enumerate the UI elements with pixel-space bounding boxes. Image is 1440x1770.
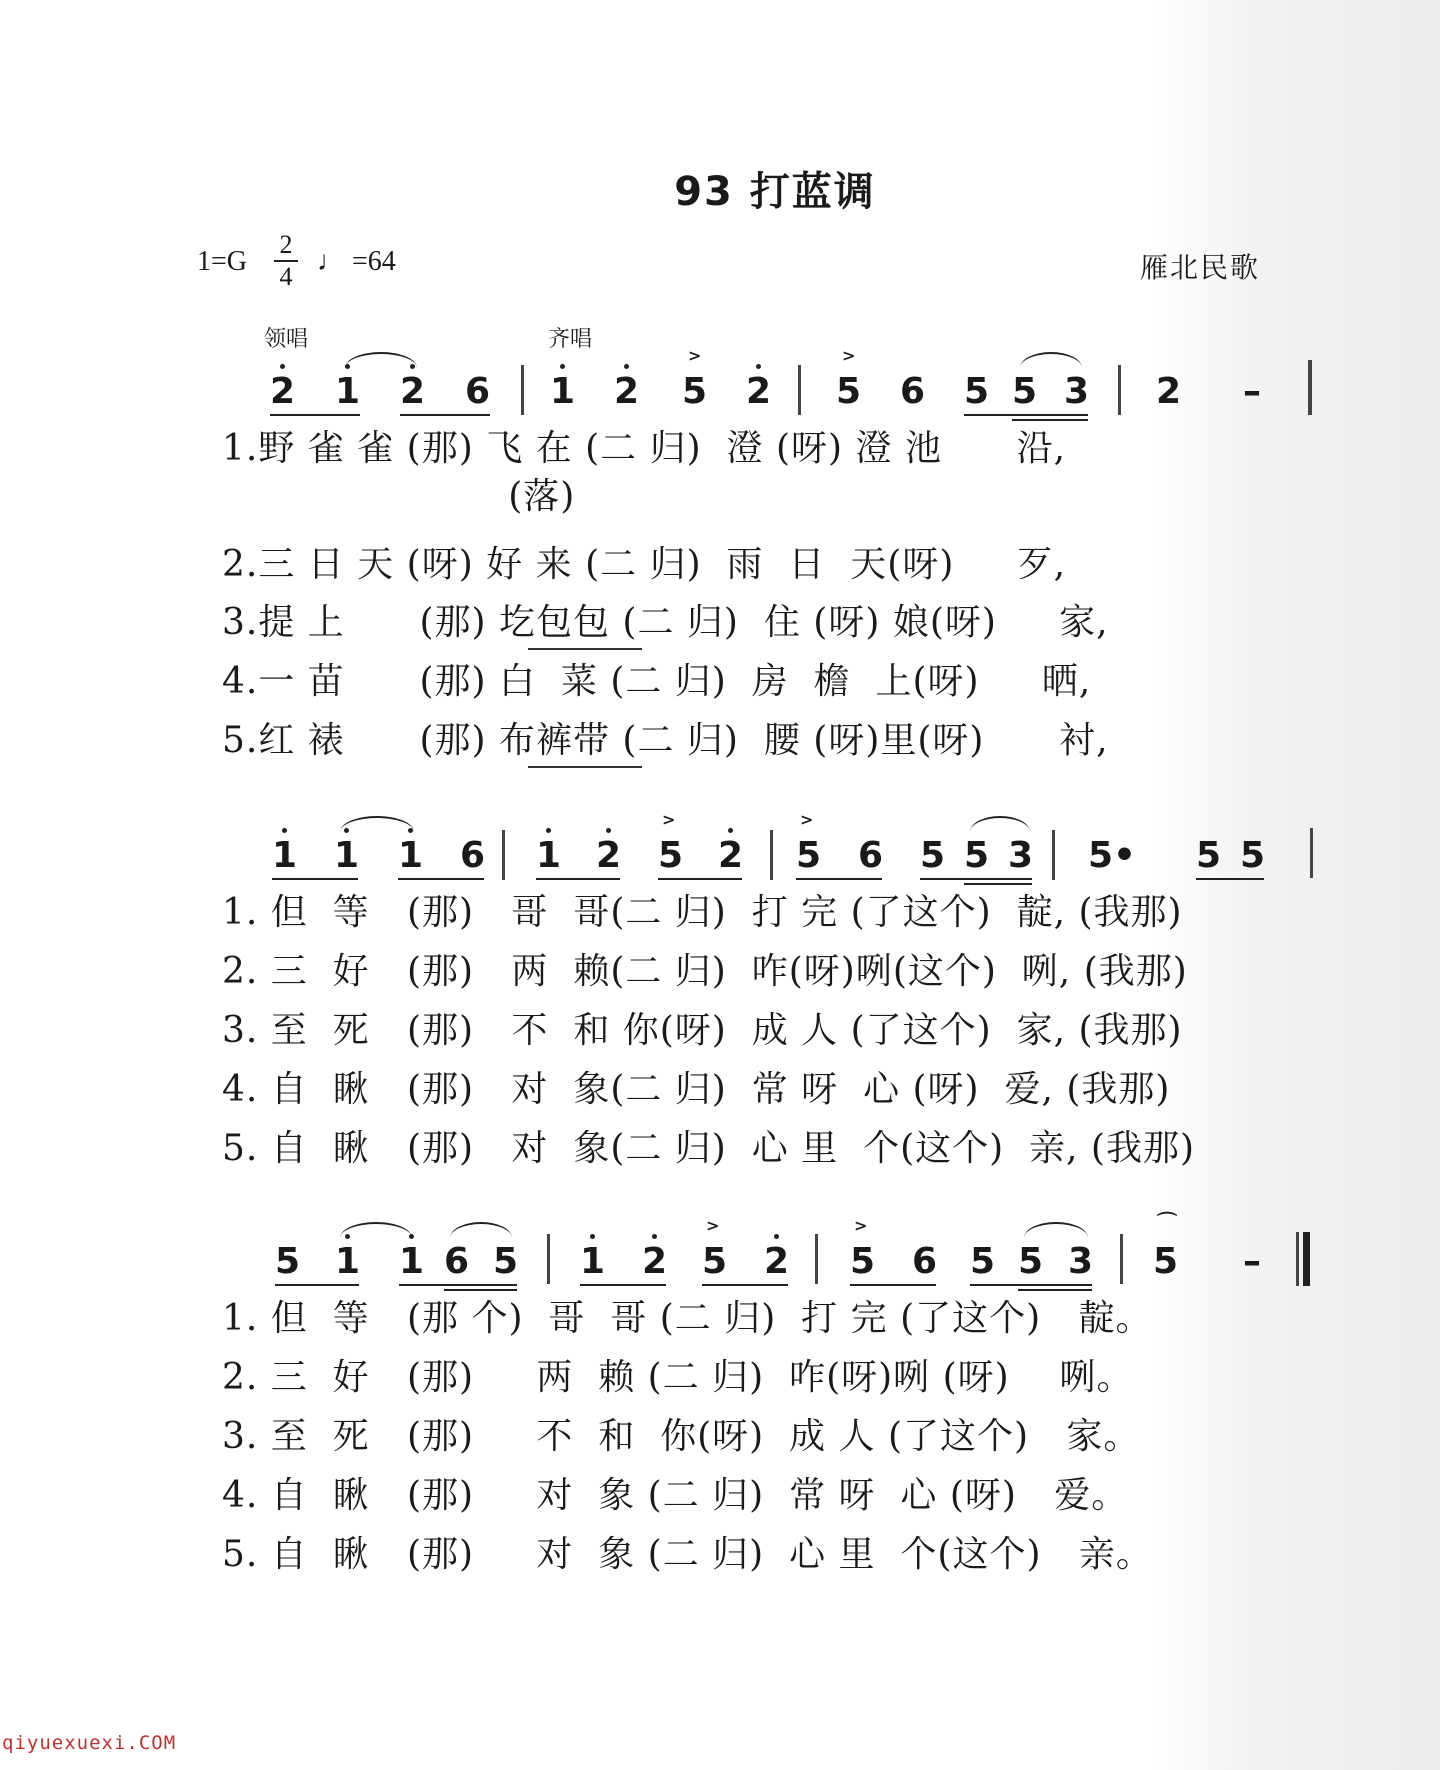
lyric-line: 4. 自 瞅 (那) 对 象(二 归) 常 呀 心 (呀) 爱, (我那) (222, 1069, 1171, 1110)
accent-mark: > (842, 346, 856, 365)
note: – (1243, 371, 1261, 412)
note: 2 (1156, 371, 1182, 412)
lyric-line: 4.一 苗 (那) 白 菜 (二 归) 房 檐 上(呀) 晒, (222, 661, 1092, 702)
beat-underline (272, 878, 358, 880)
slur (1024, 1222, 1088, 1238)
bar-line (521, 365, 524, 415)
watermark: qiyuexuexi.COM (2, 1732, 177, 1754)
lyric-underline (528, 766, 642, 768)
note: 5 (1018, 1241, 1044, 1282)
note: 5 (1012, 371, 1038, 412)
bar-line (502, 830, 505, 880)
slur (345, 352, 417, 368)
beat-underline (850, 1284, 936, 1286)
slur (1020, 352, 1082, 368)
note: 1 (335, 371, 361, 412)
note: 6 (900, 371, 926, 412)
octave-dot (652, 1234, 657, 1239)
lyric-line: 1.野 雀 雀 (那) 飞 在 (二 归) 澄 (呀) 澄 池 沿, (222, 428, 1067, 469)
note: 5 (964, 835, 990, 876)
octave-dot (606, 828, 611, 833)
time-top: 2 (274, 230, 298, 262)
note: 5 (836, 371, 862, 412)
bar-line (1308, 360, 1312, 415)
octave-dot (546, 828, 551, 833)
cue-chorus: 齐唱 (548, 327, 593, 352)
lyric-line: 5.红 裱 (那) 布裤带 (二 归) 腰 (呀)里(呀) 衬, (222, 720, 1109, 761)
lyric-line: 2. 三 好 (那) 两 赖 (二 归) 咋(呀)咧 (呀) 咧。 (222, 1357, 1134, 1398)
note: 5 (682, 371, 708, 412)
note: 5• (1088, 835, 1137, 876)
note: 5 (970, 1241, 996, 1282)
beat-underline (796, 878, 882, 880)
bar-line (1310, 828, 1313, 878)
note: 2 (642, 1241, 668, 1282)
note: 5 (850, 1241, 876, 1282)
note: 1 (398, 835, 424, 876)
lyric-line: 1. 但 等 (那) 哥 哥(二 归) 打 完 (了这个) 靛, (我那) (222, 892, 1183, 933)
octave-dot (774, 1234, 779, 1239)
beat-underline (920, 878, 1032, 880)
octave-dot (560, 364, 565, 369)
lyric-line: 3.提 上 (那) 圪包包 (二 归) 住 (呀) 娘(呀) 家, (222, 602, 1109, 643)
tempo-marking: ♩ =64 (317, 246, 396, 277)
note: 2 (614, 371, 640, 412)
beat-underline (658, 878, 742, 880)
lyric-line: 5. 自 瞅 (那) 对 象 (二 归) 心 里 个(这个) 亲。 (222, 1534, 1153, 1575)
note: 5 (964, 371, 990, 412)
lyric-line: 5. 自 瞅 (那) 对 象(二 归) 心 里 个(这个) 亲, (我那) (222, 1128, 1196, 1169)
octave-dot (756, 364, 761, 369)
note: 5 (796, 835, 822, 876)
beat-underline (964, 883, 1032, 885)
slur (970, 816, 1030, 832)
note: 6 (912, 1241, 938, 1282)
octave-dot (280, 364, 285, 369)
octave-dot (728, 828, 733, 833)
accent-mark: > (662, 810, 676, 829)
slur (340, 816, 414, 832)
note: 3 (1008, 835, 1034, 876)
note: 6 (460, 835, 486, 876)
bar-line (547, 1234, 550, 1284)
note: 2 (270, 371, 296, 412)
note: 5 (920, 835, 946, 876)
bar-line (770, 830, 773, 880)
note: 5 (275, 1241, 301, 1282)
cue-lead: 领唱 (264, 327, 309, 352)
accent-mark: > (800, 810, 814, 829)
note: 3 (1068, 1241, 1094, 1282)
key-signature: 1=G (197, 246, 248, 277)
octave-dot (590, 1234, 595, 1239)
note: 1 (399, 1241, 425, 1282)
lyric-line: 2. 三 好 (那) 两 赖(二 归) 咋(呀)咧(这个) 咧, (我那) (222, 951, 1188, 992)
note: 5 (658, 835, 684, 876)
beat-underline (970, 1284, 1092, 1286)
slur (450, 1222, 512, 1238)
note: 1 (536, 835, 562, 876)
beat-underline (399, 1284, 517, 1286)
accent-mark: > (706, 1216, 720, 1235)
final-bar-thin (1296, 1232, 1299, 1286)
note: 5 (1196, 835, 1222, 876)
octave-dot (282, 828, 287, 833)
final-bar-thick (1303, 1232, 1310, 1286)
note: 2 (764, 1241, 790, 1282)
note: 1 (580, 1241, 606, 1282)
bar-line (798, 365, 801, 415)
bar-line (1118, 365, 1121, 415)
lyric-line: 1. 但 等 (那 个) 哥 哥 (二 归) 打 完 (了这个) 靛。 (222, 1298, 1153, 1339)
note: 6 (858, 835, 884, 876)
lyric-line: (落) (222, 476, 576, 517)
beat-underline (400, 414, 490, 416)
lyric-underline (528, 648, 642, 650)
note: 6 (444, 1241, 470, 1282)
note: 2 (718, 835, 744, 876)
lyric-line: 3. 至 死 (那) 不 和 你(呀) 成 人 (了这个) 家。 (222, 1416, 1141, 1457)
song-source: 雁北民歌 (1140, 251, 1261, 284)
note: 5 (702, 1241, 728, 1282)
slur (340, 1222, 412, 1238)
song-title: 93 打蓝调 (674, 169, 876, 215)
accent-mark: > (688, 346, 702, 365)
bar-line (815, 1234, 818, 1284)
time-signature (274, 230, 298, 292)
beat-underline (275, 1284, 359, 1286)
lyric-line: 3. 至 死 (那) 不 和 你(呀) 成 人 (了这个) 家, (我那) (222, 1010, 1183, 1051)
beat-underline (702, 1284, 788, 1286)
bar-line (1052, 830, 1055, 880)
beat-underline (444, 1289, 517, 1291)
beat-underline (964, 414, 1088, 416)
note: 5 (1240, 835, 1266, 876)
accent-mark: > (854, 1216, 868, 1235)
lyric-line: 2.三 日 天 (呀) 好 来 (二 归) 雨 日 天(呀) 歹, (222, 544, 1067, 585)
note: 2 (596, 835, 622, 876)
beat-underline (1012, 419, 1088, 421)
time-bottom: 4 (279, 262, 293, 291)
beat-underline (270, 414, 360, 416)
note: 5 (1153, 1241, 1179, 1282)
note: 3 (1064, 371, 1090, 412)
lyric-line: 4. 自 瞅 (那) 对 象 (二 归) 常 呀 心 (呀) 爱。 (222, 1475, 1129, 1516)
beat-underline (398, 878, 484, 880)
beat-underline (580, 1284, 666, 1286)
bar-line (1120, 1234, 1123, 1284)
note: 1 (550, 371, 576, 412)
beat-underline (536, 878, 620, 880)
beat-underline (1018, 1289, 1092, 1291)
note: – (1243, 1241, 1261, 1282)
note: 2 (746, 371, 772, 412)
beat-underline (1196, 878, 1264, 880)
note: 5 (493, 1241, 519, 1282)
note: 6 (465, 371, 491, 412)
note: 2 (400, 371, 426, 412)
note: 1 (335, 1241, 361, 1282)
octave-dot (624, 364, 629, 369)
fermata-icon: ⌒ (1157, 1210, 1177, 1234)
note: 1 (334, 835, 360, 876)
note: 1 (272, 835, 298, 876)
